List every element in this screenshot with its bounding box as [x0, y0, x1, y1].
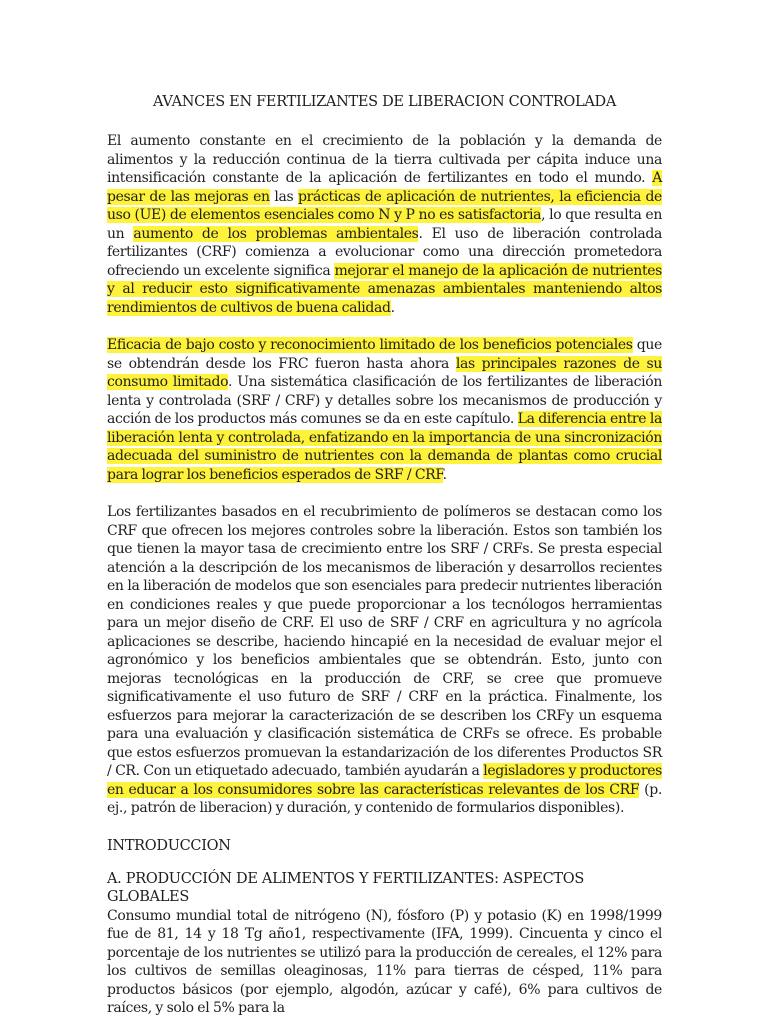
highlighted-text: Eficacia de bajo costo y reconocimiento limitado de los beneficios potenciales: [107, 337, 633, 353]
text-run: las: [269, 188, 298, 205]
subsection-heading: A. PRODUCCIÓN DE ALIMENTOS Y FERTILIZANTES: ASPECTOS GLOBALES: [107, 870, 584, 905]
text-run: que se obtendrán desde los FRC fueron hasta ahora: [107, 337, 662, 372]
text-run: (p. ej., patrón de liberacion) y duración, y contenido de formularios disponibles).: [107, 781, 662, 816]
paragraph-2: [107, 336, 662, 484]
highlighted-text: prácticas de aplicación de nutrientes, la eficiencia de uso (UE) de elementos esenciales como N y P no es satisfactoria: [107, 188, 662, 223]
highlighted-text: La diferencia entre la liberación lenta y controlada, enfatizando en la importancia de una sincronización adecuada del suministro de nutrientes con la demanda de plantas como crucial para lograr los beneficios esperados de SRF / CRF: [107, 411, 662, 483]
highlighted-text: las principales razones de su consumo limitado: [107, 355, 662, 390]
text-run: . Una sistemática clasificación de los fertilizantes de liberación lenta y controlada (SRF / CRF) y detalles sobre los mecanismos de producción y acción de los productos más comunes se da en este capítulo.: [107, 374, 662, 427]
text-run: .: [390, 299, 395, 316]
text-run: .: [442, 466, 447, 483]
section-heading: INTRODUCCION: [107, 837, 231, 854]
text-run: El aumento constante en el crecimiento de la población y la demanda de alimentos y la reducción continua de la tierra cultivada per cápita induce una intensificación constante de la aplicación de fertilizantes en todo el mundo.: [107, 133, 662, 186]
paragraph-1: [107, 132, 662, 317]
highlighted-text: aumento de los problemas ambientales: [133, 225, 419, 242]
document-title: AVANCES EN FERTILIZANTES DE LIBERACION CONTROLADA: [152, 94, 617, 110]
highlighted-text: mejorar el manejo de la aplicación de nutrientes y al reducir esto significativamente amenazas ambientales manteniendo altos rendimientos de cultivos de buena calidad: [107, 262, 662, 316]
text-run: , lo que resulta en un: [107, 207, 663, 242]
paragraph-4: Consumo mundial total de nitrógeno (N), fósforo (P) y potasio (K) en 1998/1999 fue de 81, 14 y 18 Tg año1, respectivamente (IFA, 1999). Cincuenta y cinco el porcentaje de los nutrientes se utilizó para la producción de cereales, el 12% para los cultivos de semillas oleaginosas, 11% para tierras de césped, 11% para productos básicos (por ejemplo, algodón, azúcar y café), 6% para cultivos de raíces, y solo el 5% para la: [107, 907, 662, 1016]
highlighted-text: legisladores y productores en educar a los consumidores sobre las características relevantes de los CRF: [107, 763, 662, 798]
text-run: Los fertilizantes basados en el recubrimiento de polímeros se destacan como los CRF que ofrecen los mejores controles sobre la liberación. Estos son también los que tienen la mayor tasa de crecimiento entre los SRF / CRFs. Se presta especial atención a la descripción de los mecanismos de liberación y desarrollos recientes en la liberación de modelos que son esenciales para predecir nutrientes liberación en condiciones reales y que puede proporcionar a los tecnólogos herramientas para un mejor diseño de CRF. El uso de SRF / CRF en agricultura y no agrícola aplicaciones se describe, haciendo hincapié en la necesidad de evaluar mejor el agronómico y los beneficios ambientales que se obtendrán. Esto, junto con mejoras tecnológicas en la producción de CRF, se cree que promueve significativamente el uso futuro de SRF / CRF en la práctica. Finalmente, los esfuerzos para mejorar la caracterización de se describen los CRFy un esquema para una evaluación y clasificación sistemática de CRFs se ofrece. Es probable que estos esfuerzos promuevan la estandarización de los diferentes Productos SR / CR. Con un etiquetado adecuado, también ayudarán a: [107, 504, 662, 779]
paragraph-3: [107, 503, 662, 818]
text-run: . El uso de liberación controlada fertilizantes (CRF) comienza a evolucionar como una dirección prometedora ofreciendo un excelente significa: [107, 225, 662, 279]
highlighted-text: A pesar de las mejoras en: [107, 170, 662, 205]
